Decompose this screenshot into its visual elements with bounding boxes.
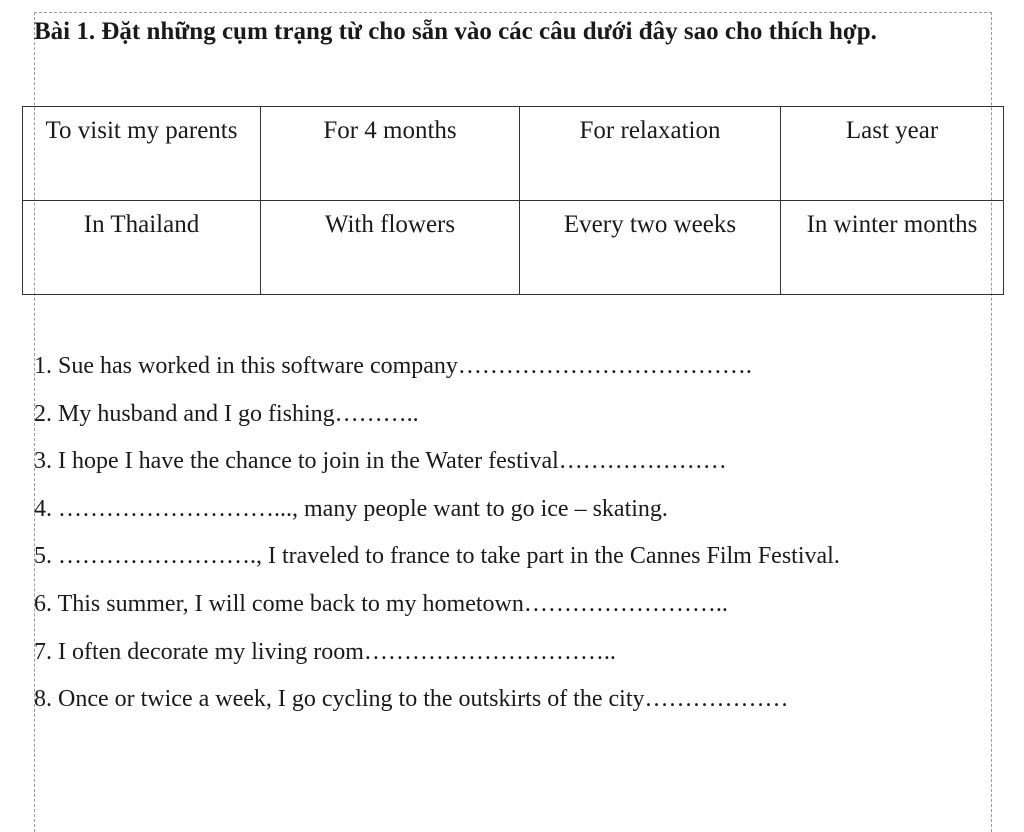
question-item: 8. Once or twice a week, I go cycling to the outskirts of the city……………… — [34, 686, 789, 713]
table-row — [23, 201, 1004, 295]
question-item: 1. Sue has worked in this software company………………………………. — [34, 353, 752, 379]
exercise-title: Bài 1. Đặt những cụm trạng từ cho sẵn vào các câu dưới đây sao cho thích hợp. — [34, 18, 877, 45]
question-item: 6. This summer, I will come back to my hometown…………………….. — [34, 590, 728, 617]
table-cell: In winter months — [781, 201, 1004, 295]
question-item: 2. My husband and I go fishing……….. — [34, 400, 419, 427]
question-item: 3. I hope I have the chance to join in the Water festival………………… — [34, 448, 727, 475]
table-cell: With flowers — [261, 201, 520, 295]
table-cell: To visit my parents — [23, 107, 261, 201]
table-cell: In Thailand — [23, 201, 261, 295]
table-cell: For 4 months — [261, 107, 520, 201]
phrase-table — [22, 106, 1004, 295]
question-item: 4. ………………………..., many people want to go ice – skating. — [34, 495, 668, 522]
question-list — [34, 343, 984, 724]
question-item: 5. ……………………., I traveled to france to take part in the Cannes Film Festival. — [34, 543, 840, 570]
table-row — [23, 107, 1004, 201]
table-cell: Every two weeks — [520, 201, 781, 295]
table-cell: For relaxation — [520, 107, 781, 201]
question-item: 7. I often decorate my living room………………………….. — [34, 638, 616, 665]
table-cell: Last year — [781, 107, 1004, 201]
